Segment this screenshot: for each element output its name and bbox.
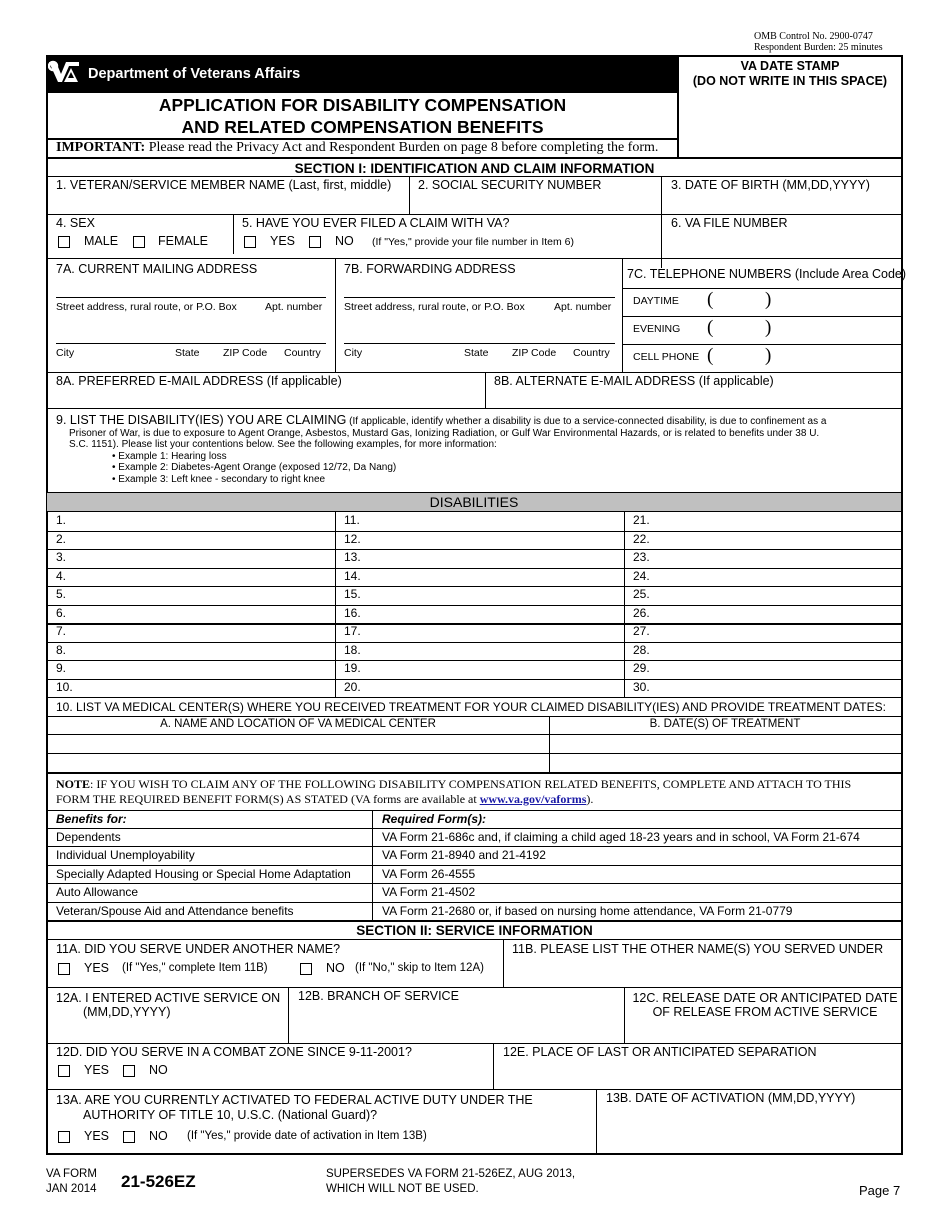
item-11b-label: 11B. PLEASE LIST THE OTHER NAME(S) YOU SERVED UNDER	[512, 942, 884, 956]
disability-entry[interactable]: 15.	[344, 587, 361, 601]
disabilities-header: DISABILITIES	[47, 493, 901, 511]
disability-entry[interactable]: 11.	[344, 513, 360, 527]
forwarding-country-caption: Country	[573, 347, 610, 359]
combat-zone-yes-checkbox[interactable]	[58, 1065, 70, 1077]
page-title: APPLICATION FOR DISABILITY COMPENSATION AND RELATED COMPENSATION BENEFITS	[158, 95, 567, 137]
activated-note: (If "Yes," provide date of activation in Item 13B)	[187, 1130, 427, 1142]
respondent-burden: Respondent Burden: 25 minutes	[754, 42, 883, 53]
disability-entry[interactable]: 21.	[633, 513, 650, 527]
other-names-input[interactable]	[505, 958, 900, 986]
activated-yes-label: YES	[84, 1129, 110, 1143]
benefit-name: Dependents	[56, 830, 121, 844]
benefits-row	[46, 903, 903, 921]
example-item: • Example 2: Diabetes-Agent Orange (exposed 12/72, Da Nang)	[112, 462, 397, 473]
veteran-name-input[interactable]	[48, 192, 408, 214]
disability-entry[interactable]: 29.	[633, 661, 650, 675]
disability-entry[interactable]: 17.	[344, 624, 361, 638]
disability-entry[interactable]: 28.	[633, 642, 650, 657]
omb-info	[754, 31, 883, 53]
activated-yes-checkbox[interactable]	[58, 1131, 70, 1143]
item-8b-label: 8B. ALTERNATE E-MAIL ADDRESS (If applicable)	[494, 374, 774, 388]
disability-entry[interactable]: 30.	[633, 679, 650, 694]
benefit-name: Individual Unemployability	[56, 848, 195, 863]
dob-input[interactable]	[663, 192, 900, 214]
item-12b-label: 12B. BRANCH OF SERVICE	[298, 989, 459, 1003]
sex-male-label: MALE	[84, 234, 119, 248]
va-file-number-input[interactable]	[663, 232, 900, 266]
phone-evening-input[interactable]	[700, 318, 900, 344]
sex-female-label: FEMALE	[158, 234, 209, 248]
forwarding-city-input[interactable]	[344, 320, 614, 342]
page-number: Page 7	[859, 1183, 901, 1198]
disability-entry[interactable]: 26.	[633, 605, 650, 620]
footer-form-label: VA FORM JAN 2014	[46, 1168, 97, 1195]
item-6-label: 6. VA FILE NUMBER	[671, 216, 788, 230]
disability-entry[interactable]: 5.	[56, 587, 67, 601]
item-1-label: 1. VETERAN/SERVICE MEMBER NAME (Last, first, middle)	[56, 178, 392, 192]
required-form: VA Form 21-2680 or, if based on nursing home attendance, VA Form 21-0779	[382, 903, 793, 918]
activated-no-checkbox[interactable]	[123, 1131, 135, 1143]
section-1-title: SECTION I: IDENTIFICATION AND CLAIM INFORMATION	[294, 161, 655, 176]
benefits-row	[46, 884, 903, 902]
mailing-street-input[interactable]	[56, 276, 326, 296]
other-name-yes-note: (If "Yes," complete Item 11B)	[122, 962, 268, 974]
filed-claim-no-checkbox[interactable]	[309, 236, 321, 248]
va-logo-icon	[47, 58, 81, 86]
phone-cell-label: CELL PHONE	[633, 351, 700, 363]
disability-entry[interactable]: 24.	[633, 568, 650, 583]
phone-daytime-label: DAYTIME	[633, 295, 679, 307]
item-10-label: 10. LIST VA MEDICAL CENTER(S) WHERE YOU RECEIVED TREATMENT FOR YOUR CLAIMED DISABILITY(IES) AND PROVIDE TREATMENT DATES:	[56, 700, 886, 714]
footer-supersedes: SUPERSEDES VA FORM 21-526EZ, AUG 2013, WHICH WILL NOT BE USED.	[326, 1168, 576, 1195]
mailing-city-input[interactable]	[56, 320, 326, 342]
benefits-row	[46, 847, 903, 865]
disability-entry[interactable]: 23.	[633, 550, 650, 564]
benefits-row	[46, 866, 903, 884]
other-name-yes-label: YES	[84, 961, 110, 975]
item-12a-label: 12A. I ENTERED ACTIVE SERVICE ON (MM,DD,YYYY)	[56, 991, 281, 1019]
required-form: VA Form 21-4502	[382, 885, 476, 900]
disability-entry[interactable]: 3.	[56, 550, 67, 564]
item-7c-label: 7C. TELEPHONE NUMBERS (Include Area Code)	[627, 267, 907, 281]
phone-evening-label: EVENING	[633, 323, 681, 335]
forwarding-zip-caption: ZIP Code	[512, 347, 557, 359]
item-10b-header: B. DATE(S) OF TREATMENT	[649, 718, 801, 730]
filed-claim-no-label: NO	[335, 234, 354, 248]
preferred-email-input[interactable]	[48, 390, 484, 408]
forwarding-street-caption: Street address, rural route, or P.O. Box	[344, 301, 525, 313]
phone-cell-input[interactable]	[700, 346, 900, 372]
va-forms-link[interactable]: www.va.gov/vaforms	[479, 792, 587, 806]
mailing-city-caption: City	[56, 347, 75, 359]
disability-entry[interactable]: 8.	[56, 642, 67, 657]
item-9-instructions: 9. LIST THE DISABILITY(IES) YOU ARE CLAIMING (If applicable, identify whether a disability is due to a service-connected disability, is due to confinement as a Prisoner of War, is due to exposure to Agent Orange, Asbestos, Mustard Gas, Ionizing Radiation, or Gulf War Environmental Hazards, or is related to benefits under 38 U. S.C. 1151). Please list your contentions below. See the following examples, for more information: • Example 1: Hearing loss • Example 2: Diabetes-Agent Orange (exposed 12/72, Da Nang) • Example 3: Left knee - secondary to right knee	[56, 414, 896, 485]
medical-center-input-1[interactable]	[48, 735, 548, 752]
disability-entry[interactable]: 4.	[56, 568, 67, 583]
item-13b-label: 13B. DATE OF ACTIVATION (MM,DD,YYYY)	[606, 1091, 856, 1105]
benefit-name: Veteran/Spouse Aid and Attendance benefits	[56, 903, 294, 918]
other-name-no-checkbox[interactable]	[300, 963, 312, 975]
filed-claim-yes-checkbox[interactable]	[244, 236, 256, 248]
ssn-input[interactable]	[411, 192, 660, 214]
disability-entry[interactable]: 20.	[344, 679, 361, 694]
disability-entry[interactable]: 13.	[344, 550, 361, 564]
benefits-row	[46, 829, 903, 847]
disability-entry[interactable]: 25.	[633, 587, 650, 601]
forwarding-city-caption: City	[344, 347, 363, 359]
example-item: • Example 1: Hearing loss	[112, 450, 227, 462]
active-service-date-input[interactable]	[48, 1022, 287, 1042]
example-item: • Example 3: Left knee - secondary to right knee	[112, 473, 326, 485]
disability-entry[interactable]: 1.	[56, 513, 67, 527]
mailing-apt-caption: Apt. number	[265, 301, 323, 313]
va-date-stamp: VA DATE STAMP (DO NOT WRITE IN THIS SPACE)	[692, 59, 888, 88]
alternate-email-input[interactable]	[487, 390, 900, 408]
required-form: VA Form 26-4555	[382, 866, 476, 881]
disability-entry[interactable]: 10.	[56, 679, 73, 694]
separation-place-input[interactable]	[495, 1061, 900, 1088]
disability-entry[interactable]: 27.	[633, 624, 650, 638]
item-3-label: 3. DATE OF BIRTH (MM,DD,YYYY)	[671, 178, 870, 192]
phone-daytime-input[interactable]	[700, 290, 900, 316]
activated-no-label: NO	[149, 1129, 168, 1143]
required-form: VA Form 21-8940 and 21-4192	[382, 848, 546, 863]
item-13a-label: 13A. ARE YOU CURRENTLY ACTIVATED TO FEDERAL ACTIVE DUTY UNDER THE AUTHORITY OF TITLE 10, U.S.C. (National Guard)?	[56, 1093, 533, 1122]
disability-entry[interactable]: 12.	[344, 531, 361, 546]
disability-entry[interactable]: 18.	[344, 642, 361, 657]
benefits-note: NOTE: IF YOU WISH TO CLAIM ANY OF THE FOLLOWING DISABILITY COMPENSATION RELATED BENEFITS, COMPLETE AND ATTACH TO THIS FORM THE REQUIRED BENEFIT FORM(S) AS STATED (VA forms are available at www.va.gov/vaforms).	[56, 777, 852, 806]
other-name-no-note: (If "No," skip to Item 12A)	[355, 962, 484, 974]
item-4-label: 4. SEX	[56, 216, 95, 230]
treatment-dates-input-2[interactable]	[551, 754, 900, 771]
section-2-title: SECTION II: SERVICE INFORMATION	[356, 923, 593, 938]
item-5-label: 5. HAVE YOU EVER FILED A CLAIM WITH VA?	[242, 216, 510, 230]
agency-name: Department of Veterans Affairs	[88, 66, 301, 82]
filed-claim-yes-label: YES	[270, 234, 296, 248]
item-11a-label: 11A. DID YOU SERVE UNDER ANOTHER NAME?	[56, 942, 341, 956]
medical-center-input-2[interactable]	[48, 754, 548, 771]
release-date-input[interactable]	[626, 1022, 900, 1042]
item-7b-label: 7B. FORWARDING ADDRESS	[344, 262, 516, 276]
other-name-yes-checkbox[interactable]	[58, 963, 70, 975]
item-12e-label: 12E. PLACE OF LAST OR ANTICIPATED SEPARATION	[503, 1045, 817, 1059]
item-10a-header: A. NAME AND LOCATION OF VA MEDICAL CENTER	[160, 718, 436, 730]
item-12c-label: 12C. RELEASE DATE OR ANTICIPATED DATE OF RELEASE FROM ACTIVE SERVICE	[632, 991, 898, 1019]
examples-list	[56, 451, 896, 486]
mailing-zip-caption: ZIP Code	[223, 347, 268, 359]
item-8a-label: 8A. PREFERRED E-MAIL ADDRESS (If applicable)	[56, 374, 342, 388]
disability-entry[interactable]: 14.	[344, 568, 361, 583]
forwarding-apt-caption: Apt. number	[554, 301, 612, 313]
disability-entry[interactable]: 9.	[56, 661, 67, 675]
omb-control-number: OMB Control No. 2900-0747	[754, 31, 873, 42]
disability-entry[interactable]: 22.	[633, 531, 650, 546]
benefits-col-header: Benefits for:	[56, 812, 127, 826]
footer-form-number: 21-526EZ	[121, 1172, 196, 1191]
filed-claim-note: (If "Yes," provide your file number in Item 6)	[372, 236, 574, 248]
benefit-name: Auto Allowance	[56, 885, 139, 900]
combat-zone-no-checkbox[interactable]	[123, 1065, 135, 1077]
forms-col-header: Required Form(s):	[382, 812, 487, 826]
mailing-country-caption: Country	[284, 347, 321, 359]
benefit-name: Specially Adapted Housing or Special Home Adaptation	[56, 866, 351, 881]
forwarding-state-caption: State	[464, 347, 489, 359]
combat-zone-no-label: NO	[149, 1063, 168, 1077]
combat-zone-yes-label: YES	[84, 1063, 110, 1077]
disability-entry[interactable]: 2.	[56, 531, 67, 546]
item-7a-label: 7A. CURRENT MAILING ADDRESS	[56, 262, 258, 276]
disability-entry[interactable]: 6.	[56, 605, 67, 620]
item-12d-label: 12D. DID YOU SERVE IN A COMBAT ZONE SINCE 9-11-2001?	[56, 1045, 412, 1059]
important-notice: IMPORTANT: Please read the Privacy Act and Respondent Burden on page 8 before completing the form.	[56, 140, 659, 155]
branch-of-service-input[interactable]	[290, 1006, 623, 1042]
item-2-label: 2. SOCIAL SECURITY NUMBER	[418, 178, 602, 192]
mailing-state-caption: State	[175, 347, 200, 359]
sex-male-checkbox[interactable]	[58, 236, 70, 248]
sex-female-checkbox[interactable]	[133, 236, 145, 248]
disability-entry[interactable]: 16.	[344, 605, 361, 620]
mailing-street-caption: Street address, rural route, or P.O. Box	[56, 301, 237, 313]
disability-entry[interactable]: 7.	[56, 624, 67, 638]
disability-entry[interactable]: 19.	[344, 661, 361, 675]
required-form: VA Form 21-686c and, if claiming a child aged 18-23 years and in school, VA Form 21-674	[382, 830, 860, 844]
forwarding-street-input[interactable]	[344, 276, 614, 296]
activation-date-input[interactable]	[598, 1108, 900, 1152]
other-name-no-label: NO	[326, 961, 345, 975]
treatment-dates-input-1[interactable]	[551, 735, 900, 752]
